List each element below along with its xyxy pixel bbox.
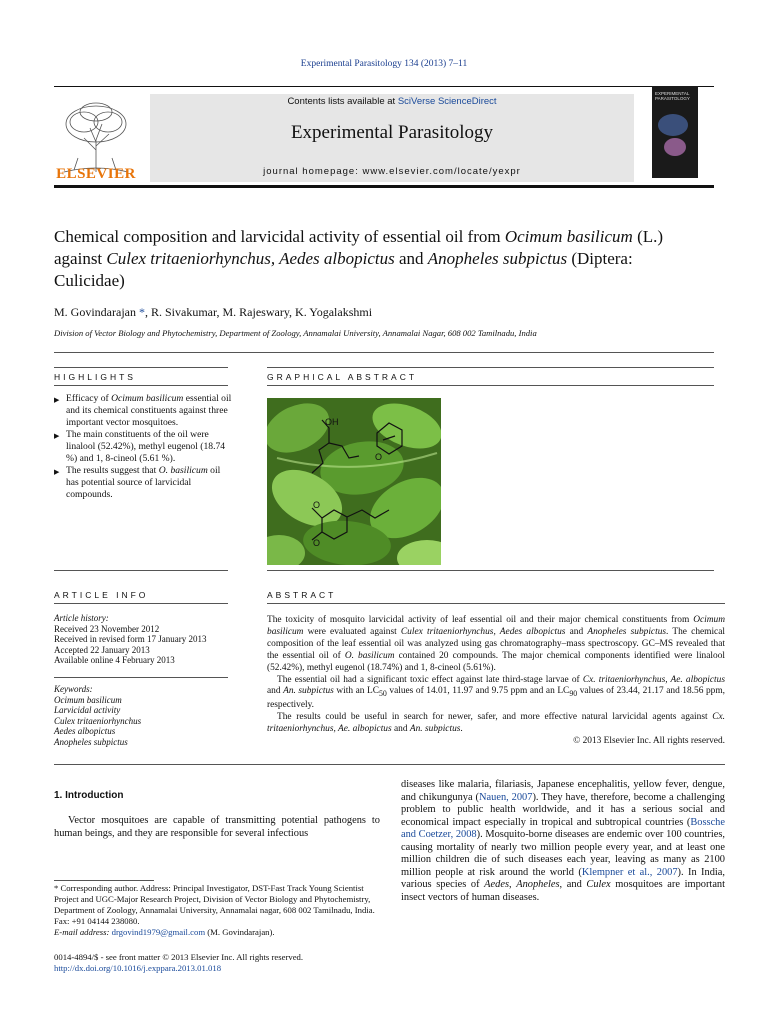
t: and (267, 686, 284, 697)
title-italic: Ocimum basilicum (504, 227, 633, 246)
t: Anopheles subpictus (587, 626, 667, 637)
abstract-heading: ABSTRACT (267, 590, 337, 600)
t: The results could be useful in search for newer, safer, and more effective natural larvicidal agents against (277, 712, 713, 723)
o-label-3: O (313, 538, 321, 548)
t: ). In India, various species of (401, 866, 725, 890)
keyword: Aedes albopictus (54, 726, 116, 737)
contents-line (150, 96, 634, 107)
citation-link[interactable]: Bossche and Coetzer, 2008 (401, 816, 725, 840)
title-italic: Anopheles subpictus (427, 249, 568, 268)
t: The essential oil had a significant toxic effect against late third-stage larvae of (277, 674, 583, 685)
t: Ocimum basilicum (267, 615, 725, 637)
hl-text: oil has potential source of larvicidal compounds. (66, 465, 221, 500)
t: ). They have, therefore, become a challenging problem to public health worldwide, and it has a serious social and economical impact especially in tropical and subtropical countries ( (401, 791, 725, 828)
title-part: Chemical composition and larvicidal activity of essential oil from (54, 227, 505, 246)
author-rest: , R. Sivakumar, M. Rajeswary, K. Yogalakshmi (144, 305, 373, 319)
header-top-rule (54, 86, 714, 87)
abstract-para-3 (267, 712, 725, 736)
t: , (508, 879, 517, 890)
t: Cx. tritaeniorhynchus, Ae. albopictus (582, 674, 725, 685)
hl-end-rule (54, 570, 228, 571)
author-first[interactable]: M. Govindarajan (54, 305, 136, 319)
hl-text: The results suggest that (66, 465, 159, 476)
email-link[interactable]: drgovind1979@gmail.com (111, 927, 206, 937)
history-label: Article history: (54, 613, 109, 623)
citation-link[interactable]: Nauen, 2007 (479, 791, 533, 803)
cover-image-2 (664, 138, 686, 156)
intro-right-para (401, 779, 725, 904)
keywords (54, 684, 141, 748)
issn-line: 0014-4894/$ - see front matter © 2013 Elsevier Inc. All rights reserved. (54, 952, 304, 962)
highlight-item (54, 429, 232, 465)
sciencedirect-link[interactable]: SciVerse ScienceDirect (397, 96, 497, 107)
graphical-abstract-heading: GRAPHICAL ABSTRACT (267, 372, 418, 382)
footnote-rule (54, 880, 154, 881)
t: An. subpictus (409, 724, 461, 735)
journal-cover (652, 86, 698, 178)
corresponding-author-mark[interactable]: * (138, 305, 145, 319)
t: Culex (586, 879, 611, 890)
t: Cx. tritaeniorhynchus, Ae. albopictus (267, 712, 725, 735)
footnote (54, 883, 380, 938)
history-received: Received 23 November 2012 (54, 623, 160, 634)
abstract-body (267, 615, 725, 748)
oh-label: OH (325, 417, 339, 427)
section-rule (54, 352, 714, 353)
o-label-1: O (375, 452, 383, 462)
affiliation: Division of Vector Biology and Phytochemistry, Department of Zoology, Annamalai University, Annamalai Nagar, 608 002 Tamilnadu, India (54, 328, 537, 338)
keywords-label: Keywords: (54, 684, 93, 694)
t: and (391, 724, 410, 735)
contents-prefix: Contents lists available at (287, 96, 398, 107)
t: Culex tritaeniorhynchus, Aedes albopictus (400, 626, 566, 637)
publisher-wordmark: ELSEVIER (56, 166, 136, 182)
title-italic: Culex tritaeniorhynchus, Aedes albopictus (106, 249, 395, 268)
keyword: Anopheles subpictus (54, 736, 128, 747)
t: . (460, 724, 463, 735)
hl-text: essential oil and its chemical constituents against three important vector mosquitoes. (66, 393, 232, 428)
ga-rule-bottom (267, 385, 714, 386)
t: O. basilicum (344, 650, 395, 661)
journal-banner (150, 94, 634, 182)
t: 50 (379, 689, 387, 699)
t: , and (559, 879, 587, 890)
keyword: Larvicidal activity (54, 705, 121, 716)
footnote-text: * Corresponding author. Address: Principal Investigator, DST-Fast Track Young Scientist Project and UGC-Major Research Project, Division of Vector Biology and Phytochemistry, Department of Zoology, Annamalai University, Annamalai nagar, 608 002 Tamilnadu, India. Fax: +91 04144 238080. (54, 883, 375, 926)
journal-homepage[interactable]: journal homepage: www.elsevier.com/locate/yexpr (263, 166, 521, 177)
abstract-rule (267, 603, 725, 604)
t: and (565, 626, 588, 637)
basil-molecule-image (267, 398, 441, 565)
history-revised: Received in revised form 17 January 2013 (54, 634, 207, 645)
doi-link[interactable]: http://dx.doi.org/10.1016/j.exppara.2013.01.018 (54, 963, 222, 973)
article-info-heading: ARTICLE INFO (54, 590, 149, 600)
highlights-rule (54, 367, 228, 368)
t: values of 14.01, 11.97 and 9.75 ppm and an LC (386, 686, 570, 697)
abstract-copyright: © 2013 Elsevier Inc. All rights reserved. (573, 735, 725, 746)
bottom-info (54, 952, 303, 974)
author-list (54, 305, 372, 320)
article-title (54, 226, 694, 292)
keyword: Ocimum basilicum (54, 694, 122, 705)
t: 90 (569, 689, 578, 699)
hl-italic: Ocimum basilicum (111, 393, 184, 404)
hl-italic: O. basilicum (158, 465, 208, 476)
hl-text: Efficacy of (66, 393, 112, 404)
article-history (54, 613, 206, 666)
journal-reference[interactable]: Experimental Parasitology 134 (2013) 7–11 (300, 59, 468, 69)
abstract-para-2 (267, 675, 725, 713)
t: The toxicity of mosquito larvicidal activity of leaf essential oil and their major chemical constituents from (267, 615, 694, 625)
article-info-rule (54, 603, 228, 604)
abstract-para-1 (267, 615, 725, 675)
intro-left-para: Vector mosquitoes are capable of transmitting potential pathogens to human beings, and they are responsible for several infectious (54, 815, 380, 839)
hl-text: The main constituents of the oil were linalool (52.42%), methyl eugenol (18.74 %) and 1, 8-cineol (5.61 %). (66, 429, 226, 464)
t: Aedes (484, 879, 509, 890)
t: Anopheles (516, 879, 560, 890)
ga-rule (267, 367, 714, 368)
title-part: and (394, 249, 428, 268)
t: ). Mosquito-borne diseases are endemic over 100 countries, causing mortality of nearly two million people every year, and at least one million children die of such diseases each year, leaving as many as 2100 million people at risk around the world ( (401, 829, 726, 878)
t: . The chemical composition of the leaf essential oil was analyzed using gas chromatography–mass spectroscopy. GC–MS revealed that the essential oil of (267, 626, 725, 661)
t: with an LC (333, 686, 379, 697)
t: were evaluated against (303, 626, 401, 637)
t: values of 23.44, 21.17 and 18.56 ppm, respectively. (267, 686, 725, 711)
t: contained 20 compounds. The major chemical components identified were linalool (52.42%), methyl eugenol (18.74%) and 1, 8-cineol (5.61%). (267, 650, 725, 673)
ga-end-rule (267, 570, 714, 571)
header-bottom-rule (54, 185, 714, 188)
highlights-list (54, 393, 232, 501)
abstract-end-rule (54, 764, 725, 765)
title-part: (Diptera: Culicidae) (54, 249, 633, 290)
keywords-rule (54, 677, 228, 678)
journal-name: Experimental Parasitology (290, 122, 494, 143)
t: An. subpictus (283, 686, 334, 697)
introduction-heading: 1. Introduction (54, 790, 124, 801)
email-suffix: (M. Govindarajan). (205, 927, 275, 937)
o-label-2: O (313, 500, 321, 510)
t: mosquitoes are important insect vectors of human diseases. (401, 879, 726, 903)
highlight-item (54, 393, 232, 429)
highlights-heading: HIGHLIGHTS (54, 372, 136, 382)
t: diseases like malaria, filariasis, Japanese encephalitis, yellow fever, dengue, and chikungunya ( (401, 779, 725, 803)
highlights-rule-bottom (54, 385, 228, 386)
cover-title: EXPERIMENTAL PARASITOLOGY (655, 91, 690, 101)
cover-image (658, 114, 688, 136)
keyword: Culex tritaeniorhynchus (54, 715, 142, 726)
history-online: Available online 4 February 2013 (54, 655, 175, 666)
citation-link[interactable]: Klempner et al., 2007 (581, 866, 678, 878)
history-accepted: Accepted 22 January 2013 (54, 644, 150, 655)
title-part: (L.) against (54, 227, 664, 268)
email-label: E-mail address: (54, 927, 110, 937)
highlight-item (54, 465, 232, 501)
